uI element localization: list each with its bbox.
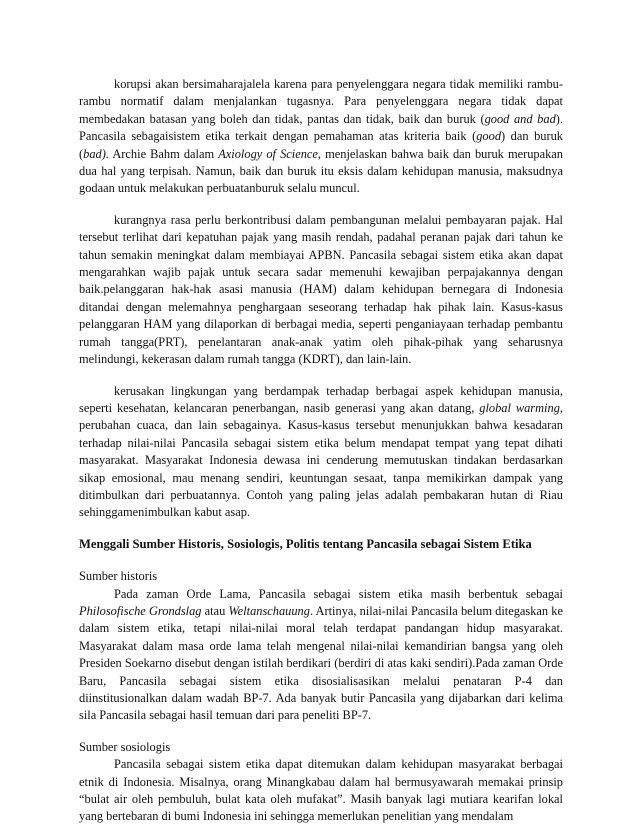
text-segment: Archie Bahm dalam — [108, 146, 219, 161]
page-content — [79, 76, 563, 840]
text-segment: kurangnya rasa perlu berkontribusi dalam pembangunan melalui pembayaran pajak. Hal tersebut terlihat dari kepatuhan pajak yang masih rendah, padahal peranan pajak dari tahun ke tahun semakin meningkat dalam membiayai APBN. Pancasila sebagai sistem etika akan dapat mengarahkan wajib pajak untuk secara sadar memenuhi kewajiban perpajakannya dengan baik.pelanggaran hak-hak asasi manusia (HAM) dalam kehidupan bernegara di Indonesia ditandai dengan melemahnya penghargaan seseorang terhadap hak pihak lain. Kasus-kasus pelanggaran HAM yang dilaporkan di berbagai media, seperti penganiayaan terhadap pembantu rumah tangga(PRT), penelantaran anak-anak yatim oleh pihak-pihak yang seharusnya melindungi, kekerasan dalam rumah tangga (KDRT), dan lain-lain. — [79, 212, 563, 367]
paragraph-lingkungan — [79, 383, 563, 522]
text-segment: Pada zaman Orde Lama, Pancasila sebagai sistem etika masih berbentuk sebagai — [114, 586, 563, 601]
italic-term: Axiology of Science — [218, 146, 318, 161]
text-segment: kerusakan lingkungan yang berdampak terhadap berbagai aspek kehidupan manusia, seperti kesehatan, kelancaran penerbangan, nasib generasi yang akan datang, — [79, 383, 563, 415]
section-heading: Menggali Sumber Historis, Sosiologis, Politis tentang Pancasila sebagai Sistem Etika — [79, 536, 532, 551]
text-segment: , perubahan cuaca, dan lain sebagainya. Kasus-kasus tersebut menunjukkan bahwa kesadaran terhadap nilai-nilai Pancasila sebagai sistem etika belum mendapat tempat yang tepat dihati masyarakat. Masyarakat Indonesia dewasa ini cenderung memutuskan tindakan berdasarkan sikap emosional, mau menang sendiri, keuntungan sesaat, tanpa memikirkan dampak yang ditimbulkan dari perbuatannya. Contoh yang paling jelas adalah pembakaran hutan di Riau sehinggamenimbulkan kabut asap. — [79, 400, 563, 520]
text-segment: korupsi akan bersimaharajalela karena para penyelenggara negara tidak memiliki rambu-rambu normatif dalam menjalankan tugasnya. Para penyelenggara negara tidak dapat membedakan batasan yang boleh dan tidak, pantas dan tidak, baik dan buruk ( — [79, 77, 563, 126]
italic-term: global warming — [479, 400, 560, 415]
text-segment: ). Pancasila sebagaisistem etika terkait dengan pemahaman atas kriteria baik ( — [79, 111, 564, 144]
italic-term: good and bad — [484, 111, 556, 126]
paragraph-korupsi — [79, 76, 563, 198]
text-segment: ) dan buruk ( — [79, 129, 563, 161]
paragraph-historis — [79, 586, 563, 725]
paragraph-pajak-ham — [79, 212, 563, 369]
italic-term: Philosofische Grondslag — [79, 603, 202, 618]
text-segment: , menjelaskan bahwa baik dan buruk merupakan dua hal yang terpisah. Namun, baik dan buruk itu eksis dalam kehidupan manusia, maksudnya godaan untuk melakukan perbuatanburuk selalu muncul. — [79, 146, 563, 196]
text-segment: atau — [201, 603, 229, 618]
text-segment: Pancasila sebagai sistem etika dapat ditemukan dalam kehidupan masyarakat berbagai etnik di Indonesia. Misalnya, orang Minangkabau dalam hal bermusyawarah memakai prinsip “bulat air oleh pembuluh, bulat kata oleh mufakat”. Masih banyak lagi mutiara kearifan lokal yang bertebaran di bumi Indonesia ini sehingga memerlukan penelitian yang mendalam — [79, 757, 563, 824]
italic-term: bad). — [83, 146, 109, 161]
italic-term: good — [476, 129, 502, 144]
text-segment: . Artinya, nilai-nilai Pancasila belum ditegaskan ke dalam sistem etika, tetapi nilai-nilai moral telah terdapat pandangan hidup masyarakat. Masyarakat dalam masa orde lama telah mengenal nilai-nilai kemandirian bangsa yang oleh Presiden Soekarno disebut dengan istilah berdikari (berdiri di atas kaki sendiri).Pada zaman Orde Baru, Pancasila sebagai sistem etika disosialisasikan melalui penataran P-4 dan diinstitusionalkan dalam wadah BP-7. Ada banyak butir Pancasila yang dijabarkan dari kelima sila Pancasila sebagai hasil temuan dari para peneliti BP-7. — [79, 603, 563, 723]
italic-term: Weltanschauung — [228, 603, 310, 618]
subheading-historis: Sumber historis — [79, 569, 158, 584]
subheading-sosiologis: Sumber sosiologis — [79, 739, 171, 754]
paragraph-sosiologis — [79, 756, 563, 826]
